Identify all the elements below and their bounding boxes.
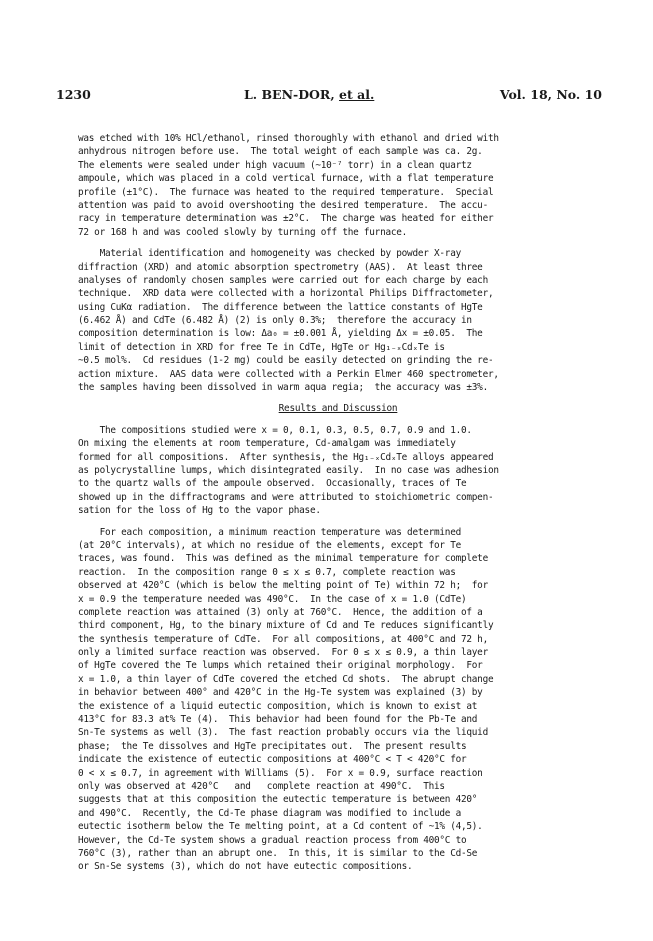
text-line: showed up in the diffractograms and were attributed to stoichiometric compen- (78, 491, 494, 503)
text-line: the samples having been dissolved in warm aqua regia; the accuracy was ±3%. (78, 382, 488, 394)
text-line: Sn-Te systems as well (3). The fast reaction probably occurs via the liquid (78, 727, 488, 739)
text-line: However, the Cd-Te system shows a gradual reaction process from 400°C to (78, 834, 467, 846)
text-line: complete reaction was attained (3) only at 760°C. Hence, the addition of a (78, 606, 483, 618)
paragraph (78, 526, 598, 874)
text-line: x = 1.0, a thin layer of CdTe covered the etched Cd shots. The abrupt change (78, 673, 494, 685)
text-line: only was observed at 420°C and complete reaction at 490°C. This (78, 780, 445, 792)
authors-etal: et al. (339, 87, 375, 102)
text-line: The compositions studied were x = 0, 0.1, 0.3, 0.5, 0.7, 0.9 and 1.0. (78, 424, 472, 436)
text-line: technique. XRD data were collected with a horizontal Philips Diffractometer, (78, 288, 494, 300)
text-line: to the quartz walls of the ampoule observed. Occasionally, traces of Te (78, 478, 467, 490)
text-line: x = 0.9 the temperature needed was 490°C. In the case of x = 1.0 (CdTe) (78, 593, 467, 605)
text-line: sation for the loss of Hg to the vapor phase. (78, 505, 321, 517)
paragraph-gap (78, 518, 598, 526)
body-text (78, 132, 598, 874)
text-line: formed for all compositions. After synthesis, the Hg₁₋ₓCdₓTe alloys appeared (78, 451, 494, 463)
text-line: eutectic isotherm below the Te melting point, at a Cd content of ~1% (4,5). (78, 821, 483, 833)
text-line: diffraction (XRD) and atomic absorption spectrometry (AAS). At least three (78, 261, 483, 273)
text-line: as polycrystalline lumps, which disintegrated easily. In no case was adhesion (78, 464, 499, 476)
text-line: attention was paid to avoid overshooting the desired temperature. The accu- (78, 199, 488, 211)
authors-name: L. BEN-DOR, (244, 87, 335, 102)
text-line: racy in temperature determination was ±2°C. The charge was heated for either (78, 213, 494, 225)
text-line: On mixing the elements at room temperature, Cd-amalgam was immediately (78, 438, 456, 450)
text-after-heading (78, 424, 598, 874)
text-line: was etched with 10% HCl/ethanol, rinsed thoroughly with ethanol and dried with (78, 133, 499, 144)
text-line: 413°C for 83.3 at% Te (4). This behavior had been found for the Pb-Te and (78, 714, 478, 726)
text-line: reaction. In the composition range 0 ≤ x ≤ 0.7, complete reaction was (78, 566, 456, 578)
text-line: indicate the existence of eutectic compositions at 400°C < T < 420°C for (78, 754, 467, 766)
paragraph-gap (78, 239, 598, 247)
text-line: composition determination is low: Δa₀ = ±0.001 Å, yielding Δx = ±0.05. The (78, 328, 483, 340)
running-header (56, 86, 602, 104)
section-gap (78, 416, 598, 424)
paragraph (78, 132, 598, 239)
text-line: and 490°C. Recently, the Cd-Te phase diagram was modified to include a (78, 807, 461, 819)
text-line: (6.462 Å) and CdTe (6.482 Å) (2) is only 0.3%; therefore the accuracy in (78, 315, 472, 327)
text-line: anhydrous nitrogen before use. The total weight of each sample was ca. 2g. (78, 146, 483, 158)
section-heading: Results and Discussion (278, 403, 398, 415)
volume-issue: Vol. 18, No. 10 (499, 87, 602, 102)
page-number: 1230 (56, 87, 91, 102)
text-line: of HgTe covered the Te lumps which retained their original morphology. For (78, 660, 483, 672)
text-line: traces, was found. This was defined as the minimal temperature for complete (78, 553, 488, 565)
running-authors (244, 86, 374, 104)
text-line: the synthesis temperature of CdTe. For all compositions, at 400°C and 72 h, (78, 633, 488, 645)
section-gap (78, 394, 598, 402)
text-line: 72 or 168 h and was cooled slowly by turning off the furnace. (78, 226, 408, 238)
text-line: ~0.5 mol%. Cd residues (1-2 mg) could be easily detected on grinding the re- (78, 355, 494, 367)
text-line: Material identification and homogeneity was checked by powder X-ray (78, 248, 461, 260)
paragraph (78, 424, 598, 518)
text-line: limit of detection in XRD for free Te in CdTe, HgTe or Hg₁₋ₓCdₓTe is (78, 341, 445, 353)
text-line: ampoule, which was placed in a cold vertical furnace, with a flat temperature (78, 173, 494, 185)
text-line: the existence of a liquid eutectic composition, which is known to exist at (78, 700, 478, 712)
text-line: (at 20°C intervals), at which no residue of the elements, except for Te (78, 539, 461, 551)
paragraph (78, 247, 598, 394)
text-line: phase; the Te dissolves and HgTe precipitates out. The present results (78, 740, 467, 752)
text-line: in behavior between 400° and 420°C in the Hg-Te system was explained (3) by (78, 687, 483, 699)
text-before-heading (78, 132, 598, 394)
text-line: The elements were sealed under high vacuum (~10⁻⁷ torr) in a clean quartz (78, 159, 472, 171)
text-line: using CuKα radiation. The difference between the lattice constants of HgTe (78, 301, 483, 313)
text-line: suggests that at this composition the eutectic temperature is between 420° (78, 794, 478, 806)
text-line: analyses of randomly chosen samples were carried out for each charge by each (78, 274, 488, 286)
text-line: third component, Hg, to the binary mixture of Cd and Te reduces significantly (78, 620, 494, 632)
text-line: profile (±1°C). The furnace was heated to the required temperature. Special (78, 186, 494, 198)
text-line: action mixture. AAS data were collected with a Perkin Elmer 460 spectrometer, (78, 368, 499, 380)
text-line: observed at 420°C (which is below the melting point of Te) within 72 h; for (78, 580, 488, 592)
text-line: 760°C (3), rather than an abrupt one. In this, it is similar to the Cd-Se (78, 847, 478, 859)
text-line: only a limited surface reaction was observed. For 0 ≤ x ≤ 0.9, a thin layer (78, 647, 488, 659)
text-line: or Sn-Se systems (3), which do not have eutectic compositions. (78, 861, 413, 873)
text-line: For each composition, a minimum reaction temperature was determined (78, 526, 461, 538)
text-line: 0 < x ≤ 0.7, in agreement with Williams (5). For x = 0.9, surface reaction (78, 767, 483, 779)
